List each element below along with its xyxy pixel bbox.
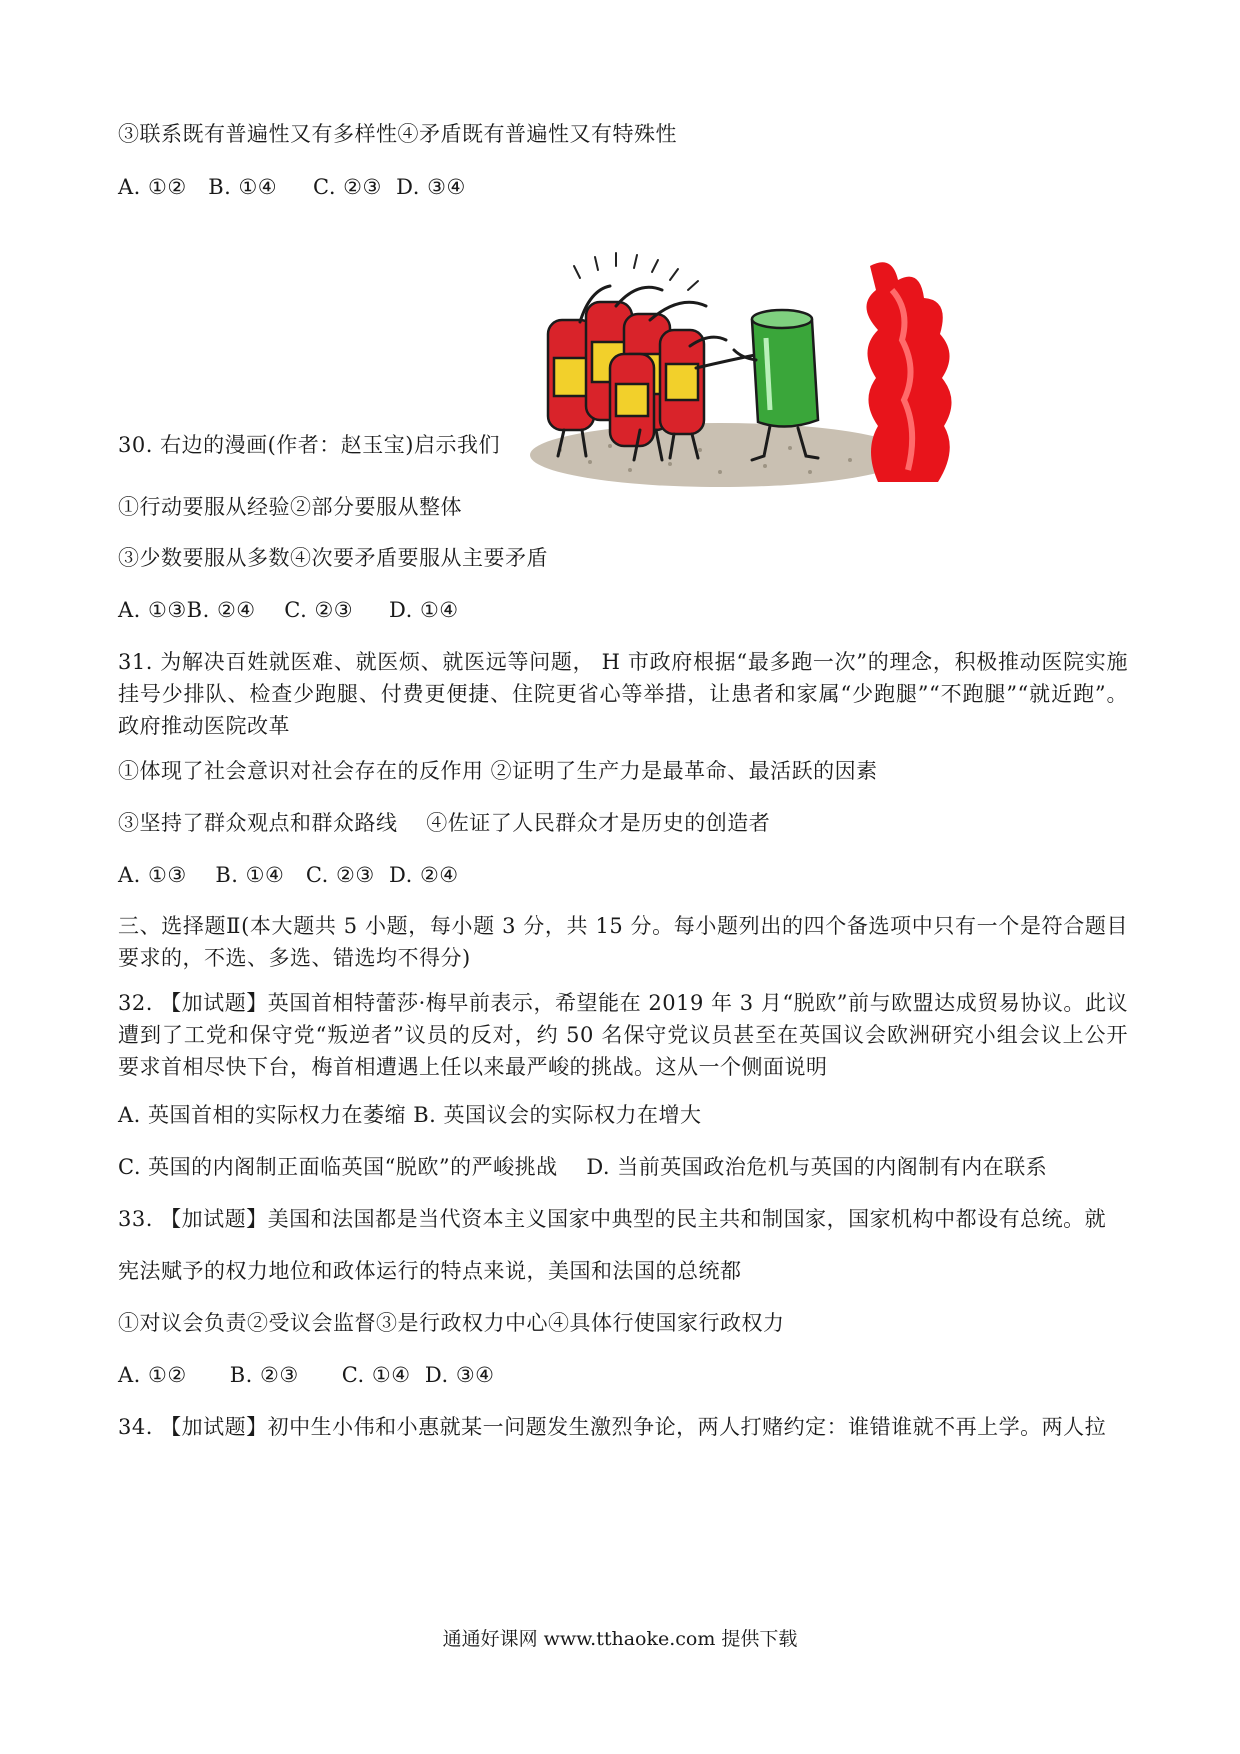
- question-33-options: ①对议会负责②受议会监督③是行政权力中心④具体行使国家行政权力: [118, 1311, 785, 1335]
- text-line: ③联系既有普遍性又有多样性④矛盾既有普遍性又有特殊性: [118, 122, 677, 146]
- question-32-options-ab: A. 英国首相的实际权力在萎缩 B. 英国议会的实际权力在增大: [118, 1103, 702, 1127]
- cartoon-fire-extinguishers: [520, 250, 955, 498]
- answer-options-q29: A. ①② B. ①④ C. ②③ D. ③④: [118, 175, 466, 199]
- question-32-options-cd: C. 英国的内阁制正面临英国“脱欧”的严峻挑战 D. 当前英国政治危机与英国的内阁制有内在联系: [118, 1155, 1048, 1179]
- question-33-stem-line2: 宪法赋予的权力地位和政体运行的特点来说，美国和法国的总统都: [118, 1259, 742, 1283]
- section-3-heading: 三、选择题Ⅱ(本大题共 5 小题，每小题 3 分，共 15 分。每小题列出的四个备选项中只有一个是符合题目要求的，不选、多选、错选均不得分): [118, 914, 1128, 970]
- question-30-options-line2: ③少数要服从多数④次要矛盾要服从主要矛盾: [118, 546, 548, 570]
- page-footer: 通通好课网 www.tthaoke.com 提供下载: [442, 1628, 798, 1650]
- answer-options-q30: A. ①③B. ②④ C. ②③ D. ①④: [118, 598, 459, 622]
- question-33-stem-line1: 33. 【加试题】美国和法国都是当代资本主义国家中典型的民主共和制国家，国家机构中都设有总统。就: [118, 1207, 1107, 1231]
- question-34-stem: 34. 【加试题】初中生小伟和小惠就某一问题发生激烈争论，两人打赌约定：谁错谁就不再上学。两人拉: [118, 1415, 1107, 1439]
- question-30-stem: 30. 右边的漫画(作者：赵玉宝)启示我们: [118, 433, 500, 457]
- answer-options-q33: A. ①② B. ②③ C. ①④ D. ③④: [118, 1363, 495, 1387]
- question-30-options-line1: ①行动要服从经验②部分要服从整体: [118, 495, 462, 519]
- question-32-stem: 32. 【加试题】英国首相特蕾莎·梅早前表示，希望能在 2019 年 3 月“脱欧”前与欧盟达成贸易协议。此议遭到了工党和保守党“叛逆者”议员的反对，约 50 名保守党议员甚至在英国议会欧洲研究小组会议上公开要求首相尽快下台，梅首相遭遇上任以来最严峻的挑战。这从一个侧面说明: [118, 991, 1128, 1079]
- question-31-options-line1: ①体现了社会意识对社会存在的反作用 ②证明了生产力是最革命、最活跃的因素: [118, 759, 878, 783]
- question-31-options-line2: ③坚持了群众观点和群众路线 ④佐证了人民群众才是历史的创造者: [118, 811, 771, 835]
- answer-options-q31: A. ①③ B. ①④ C. ②③ D. ②④: [118, 863, 459, 887]
- question-31-stem: 31. 为解决百姓就医难、就医烦、就医远等问题， H 市政府根据“最多跑一次”的理念，积极推动医院实施挂号少排队、检查少跑腿、付费更便捷、住院更省心等举措，让患者和家属“少跑腿”“不跑腿”“就近跑”。政府推动医院改革: [118, 650, 1128, 738]
